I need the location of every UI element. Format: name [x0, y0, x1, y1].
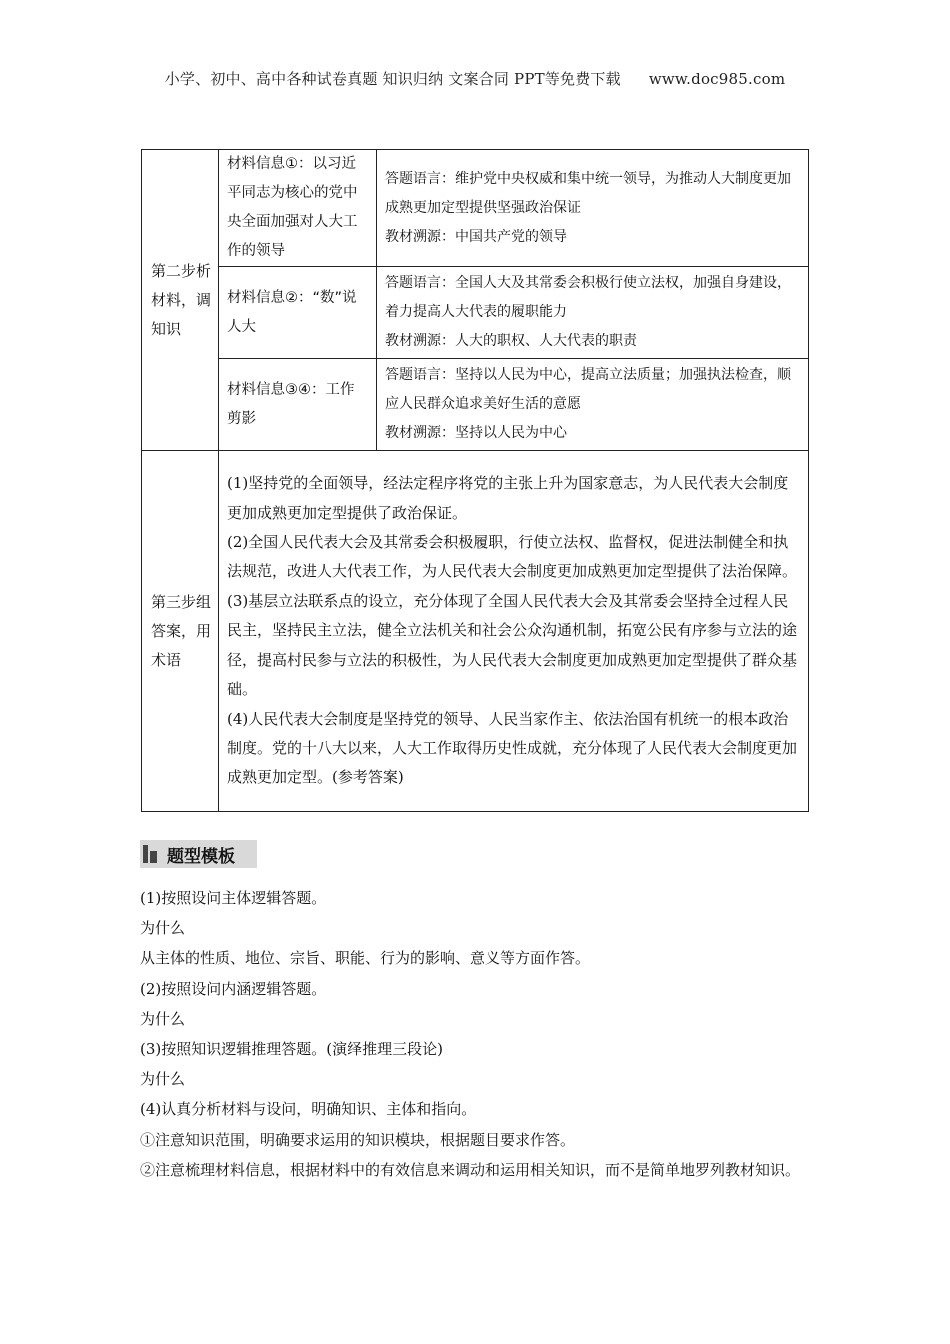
body-line: (1)按照设问主体逻辑答题。 — [140, 889, 327, 907]
body-line: 为什么 — [140, 1009, 186, 1028]
body-line: 为什么 — [140, 1070, 186, 1089]
table-row — [142, 150, 809, 267]
header-site[interactable]: www.doc985.com — [648, 70, 786, 88]
body-line: (2)按照设问内涵逻辑答题。 — [140, 979, 327, 998]
material-info-1: 材料信息①：以习近平同志为核心的党中央全面加强对人大工作的领导 — [219, 150, 377, 267]
body-line: ②注意梳理材料信息，根据材料中的有效信息来调动和运用相关知识，而不是简单地罗列教材知识。 — [140, 1160, 801, 1179]
step2-label: 第二步析材料，调知识 — [142, 150, 219, 451]
answer-paragraph-1: (1)坚持党的全面领导，经法定程序将党的主张上升为国家意志，为人民代表大会制度更加成熟更加定型提供了政治保证。 — [227, 474, 789, 522]
section-title-text: 题型模板 — [167, 846, 235, 867]
body-line: (4)认真分析材料与设问，明确知识、主体和指向。 — [140, 1100, 477, 1119]
table-row — [142, 359, 809, 451]
table-row — [142, 267, 809, 359]
header-text: 小学、初中、高中各种试卷真题 知识归纳 文案合同 PPT等免费下载 — [164, 70, 621, 88]
answer-cell-1 — [377, 150, 809, 267]
analysis-table — [141, 149, 809, 812]
textbook-source-2: 教材溯源：人大的职权、人大代表的职责 — [385, 333, 637, 349]
reference-answer — [219, 451, 809, 812]
section-heading — [140, 840, 257, 868]
body-line: (3)按照知识逻辑推理答题。(演绎推理三段论) — [140, 1040, 443, 1059]
template-body — [140, 883, 812, 1185]
answer-paragraph-4: (4)人民代表大会制度是坚持党的领导、人民当家作主、依法治国有机统一的根本政治制度。党的十八大以来，人大工作取得历史性成就，充分体现了人民代表大会制度更加成熟更加定型。(参考答案) — [227, 709, 798, 787]
heading-bar-icon — [143, 845, 148, 863]
answer-cell-3 — [377, 359, 809, 451]
body-line: 为什么 — [140, 919, 186, 938]
textbook-source-3: 教材溯源：坚持以人民为中心 — [385, 425, 567, 441]
answer-language-1: 答题语言：维护党中央权威和集中统一领导，为推动人大制度更加成熟更加定型提供坚强政治保证 — [385, 170, 791, 216]
answer-cell-2 — [377, 267, 809, 359]
table-row — [142, 451, 809, 812]
step3-label: 第三步组答案，用术语 — [142, 451, 219, 812]
body-line: 从主体的性质、地位、宗旨、职能、行为的影响、意义等方面作答。 — [140, 949, 591, 968]
answer-language-2: 答题语言：全国人大及其常委会积极行使立法权，加强自身建设，着力提高人大代表的履职能力 — [385, 275, 791, 320]
page-header — [0, 68, 950, 89]
textbook-source-1: 教材溯源：中国共产党的领导 — [385, 228, 567, 245]
answer-paragraph-3: (3)基层立法联系点的设立，充分体现了全国人民代表大会及其常委会坚持全过程人民民主，坚持民主立法，健全立法机关和社会公众沟通机制，拓宽公民有序参与立法的途径，提高村民参与立法的积极性，为人民代表大会制度更加成熟更加定型提供了群众基础。 — [227, 591, 798, 699]
answer-paragraph-2: (2)全国人民代表大会及其常委会积极履职，行使立法权、监督权，促进法制健全和执法规范，改进人大代表工作，为人民代表大会制度更加成熟更加定型提供了法治保障。 — [227, 533, 798, 581]
heading-block-icon — [150, 851, 157, 863]
material-info-3: 材料信息③④：工作剪影 — [219, 359, 377, 451]
body-line: ①注意知识范围，明确要求运用的知识模块，根据题目要求作答。 — [140, 1130, 576, 1149]
material-info-2: 材料信息②：“数”说人大 — [219, 267, 377, 359]
answer-language-3: 答题语言：坚持以人民为中心，提高立法质量；加强执法检查，顺应人民群众追求美好生活的意愿 — [385, 367, 791, 412]
